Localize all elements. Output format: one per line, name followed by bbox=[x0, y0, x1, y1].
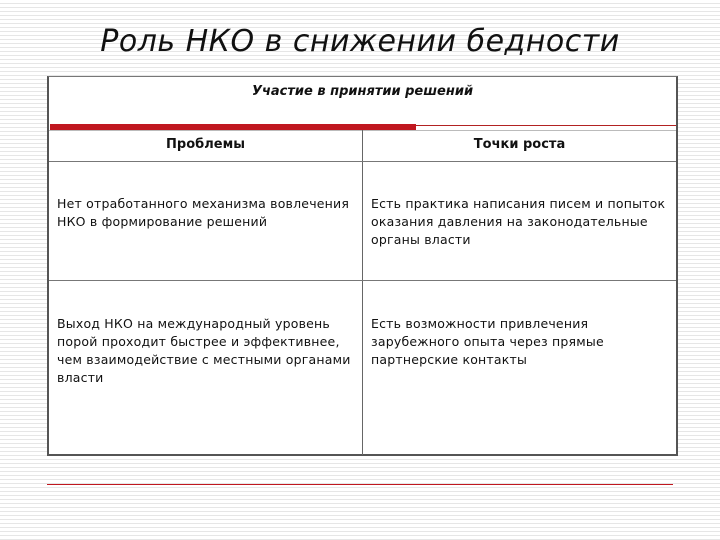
section-header: Участие в принятии решений bbox=[251, 84, 474, 99]
table-cell: Нет отработанного механизма вовлечения НКО в формирование решений bbox=[57, 196, 350, 229]
table-cell: Есть возможности привлечения зарубежного опыта через прямые партнерские контакты bbox=[371, 316, 604, 367]
accent-line bbox=[416, 125, 676, 126]
column-divider bbox=[362, 130, 363, 455]
footer-line bbox=[47, 484, 673, 485]
slide-title: Роль НКО в снижении бедности bbox=[100, 24, 620, 59]
row-divider bbox=[49, 161, 676, 162]
table-cell: Выход НКО на международный уровень порой проходит быстрее и эффективнее, чем взаимодействие с местными органами власти bbox=[57, 316, 351, 385]
column-header-problems: Проблемы bbox=[166, 137, 245, 152]
row-divider bbox=[49, 280, 676, 281]
table bbox=[47, 76, 678, 456]
column-header-growth-points: Точки роста bbox=[473, 137, 566, 152]
table-cell: Есть практика написания писем и попыток оказания давления на законодательные органы власти bbox=[371, 196, 666, 247]
